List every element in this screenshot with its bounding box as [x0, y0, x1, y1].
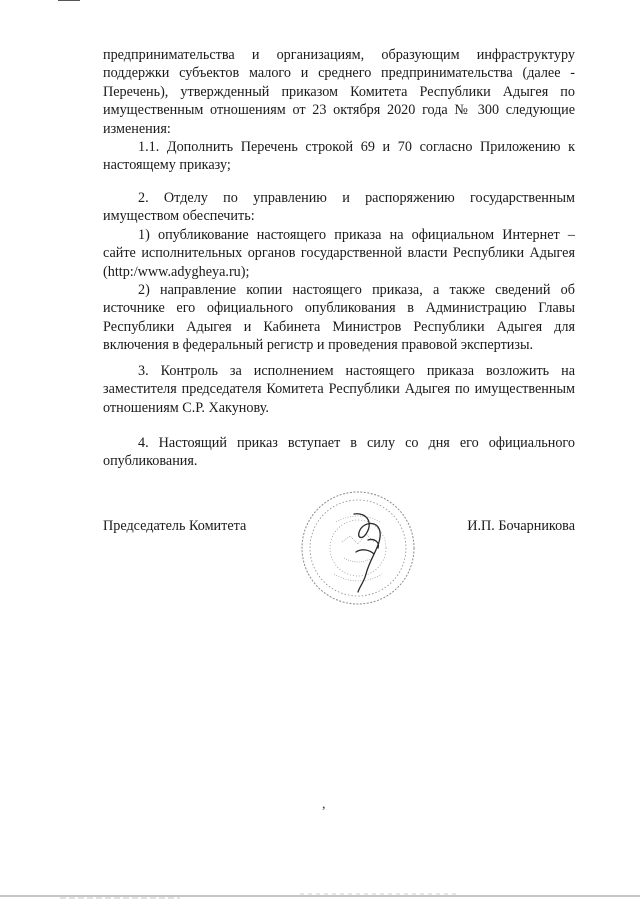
paragraph-2-item-1: 1) опубликование настоящего приказа на официальном Интернет – сайте исполнительных органов государственной власти Республики Адыгея (http:/www.adygheya.ru);	[103, 226, 575, 280]
paragraph-1-item-1-1: 1.1. Дополнить Перечень строкой 69 и 70 согласно Приложению к настоящему приказу;	[103, 139, 575, 174]
scan-edge-mark	[58, 0, 80, 1]
paragraph-3-text: 3. Контроль за исполнением настоящего приказа возложить на заместителя председателя Комитета Республики Адыгея по имущественным отношениям С.Р. Хакунову.	[103, 363, 575, 416]
scan-bottom-edge	[0, 892, 640, 900]
paragraph-2-item-2: 2) направление копии настоящего приказа, а также сведений об источнике его официального опубликования в Администрацию Главы Республики Адыгея и Кабинета Министров Республики Адыгея для включения в федеральный регистр и проведения правовой экспертизы.	[103, 282, 575, 354]
paragraph-2	[103, 189, 575, 355]
paragraph-4	[103, 434, 575, 471]
signatory-title: Председатель Комитета	[103, 518, 247, 534]
paragraph-1	[103, 46, 575, 175]
signatory-name: И.П. Бочарникова	[467, 518, 575, 534]
official-seal-stamp	[296, 482, 428, 610]
stray-mark: ,	[322, 797, 326, 812]
paragraph-1-continuation: предпринимательства и организациям, образующим инфраструктуру поддержки субъектов малого и среднего предпринимательства (далее - Перечень), утвержденный приказом Комитета Республики Адыгея по имущественным отношениям от 23 октября 2020 года № 300 следующие изменения:	[103, 47, 575, 137]
paragraph-2-lead: 2. Отделу по управлению и распоряжению государственным имуществом обеспечить:	[103, 190, 575, 225]
paragraph-3	[103, 362, 575, 417]
paragraph-4-text: 4. Настоящий приказ вступает в силу со дня его официального опубликования.	[103, 435, 575, 470]
